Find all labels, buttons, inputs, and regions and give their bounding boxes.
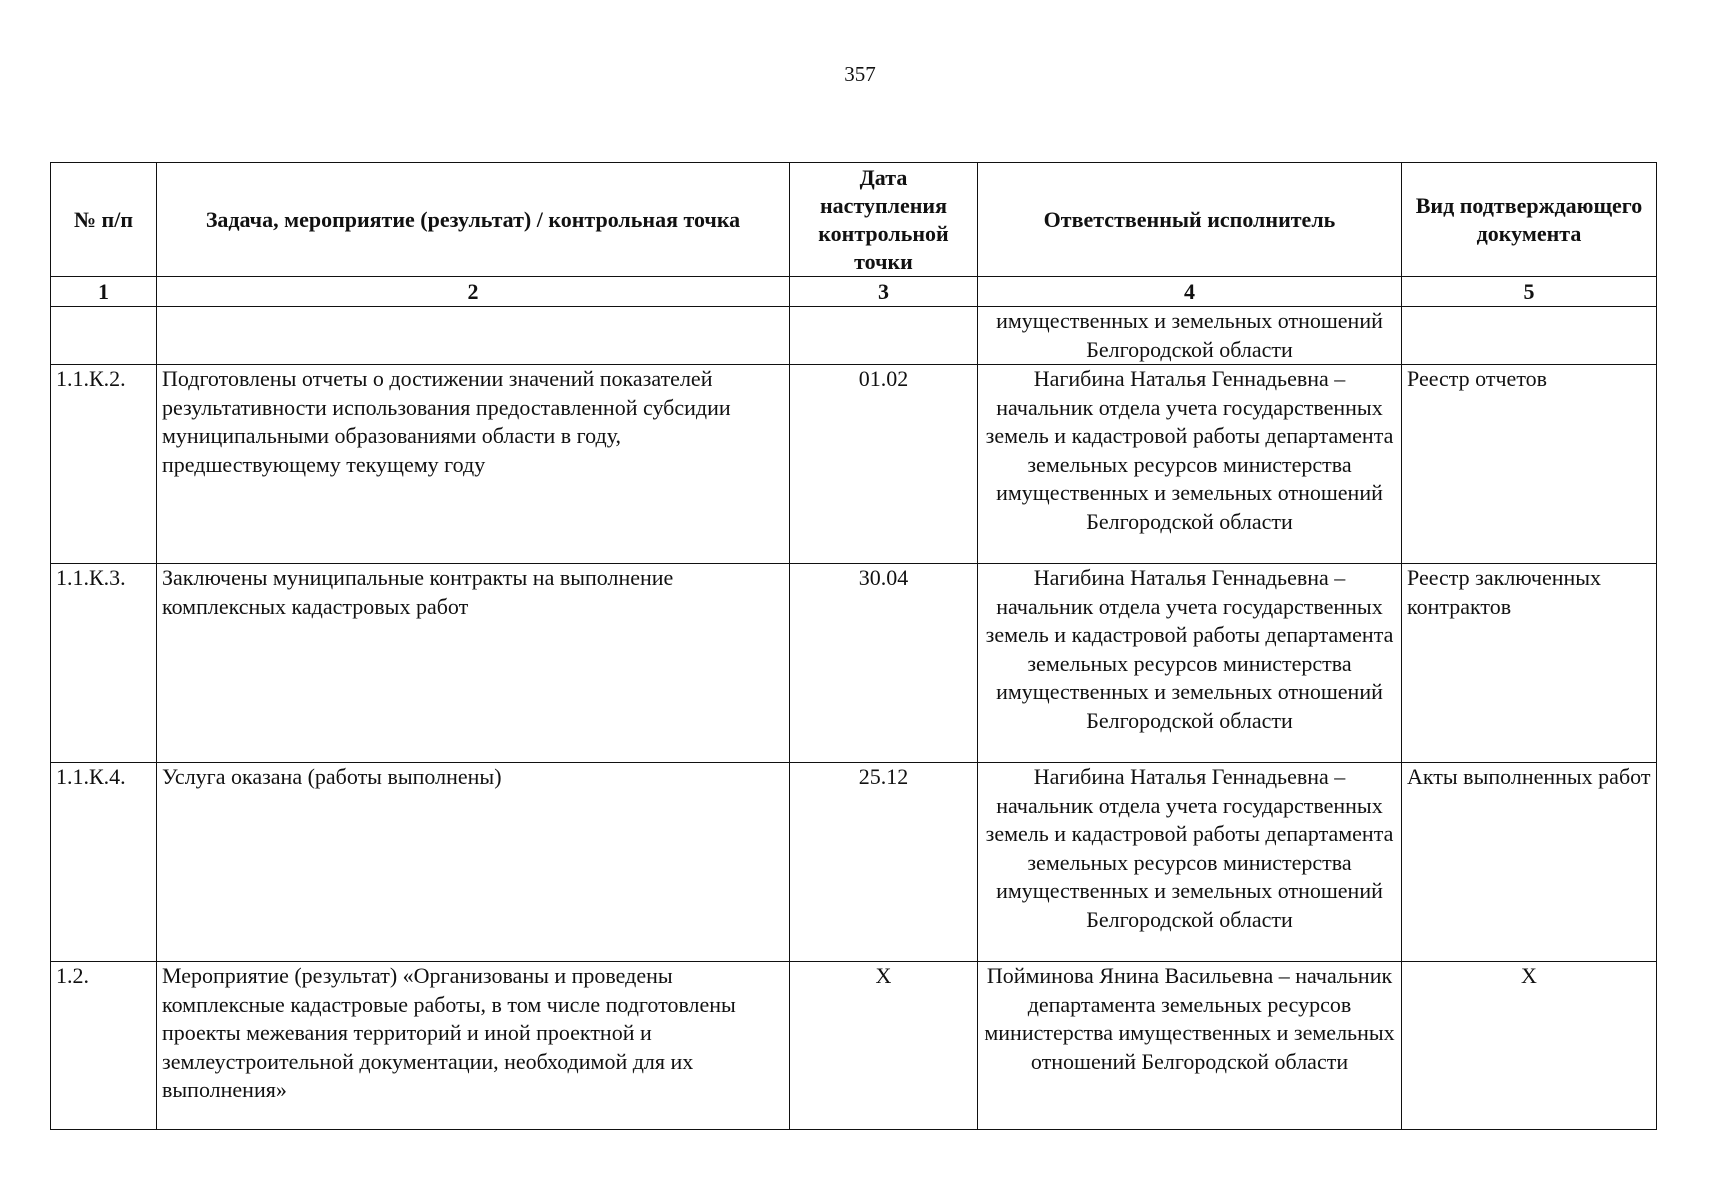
- row-number-cell: 1.1.К.2.: [51, 365, 157, 564]
- row-number-cell: 1.1.К.4.: [51, 763, 157, 962]
- row-task-cell: [157, 307, 790, 365]
- row-number-cell: 1.2.: [51, 962, 157, 1130]
- column-number: 1: [51, 277, 157, 307]
- table-row: [51, 365, 1657, 564]
- page-number: 357: [844, 62, 876, 86]
- table-row: [51, 763, 1657, 962]
- row-document-cell: Реестр заключенных контрактов: [1402, 564, 1657, 763]
- row-task-cell: Мероприятие (результат) «Организованы и проведены комплексные кадастровые работы, в том числе подготовлены проекты межевания территорий и иной проектной и землеустроительной документации, необходимой для их выполнения»: [157, 962, 790, 1130]
- header-executor: Ответственный исполнитель: [978, 163, 1402, 277]
- column-number: 4: [978, 277, 1402, 307]
- table-row: [51, 564, 1657, 763]
- table-row: [51, 307, 1657, 365]
- row-document-cell: [1402, 307, 1657, 365]
- row-executor-cell: Нагибина Наталья Геннадьевна – начальник отдела учета государственных земель и кадастровой работы департамента земельных ресурсов министерства имущественных и земельных отношений Белгородской области: [978, 365, 1402, 564]
- table-row: [51, 962, 1657, 1130]
- row-document-cell: Реестр отчетов: [1402, 365, 1657, 564]
- column-number: 5: [1402, 277, 1657, 307]
- row-date-cell: [790, 307, 978, 365]
- row-executor-cell: Нагибина Наталья Геннадьевна – начальник отдела учета государственных земель и кадастровой работы департамента земельных ресурсов министерства имущественных и земельных отношений Белгородской области: [978, 564, 1402, 763]
- header-date: Дата наступления контрольной точки: [790, 163, 978, 277]
- row-task-cell: Услуга оказана (работы выполнены): [157, 763, 790, 962]
- row-executor-cell: Пойминова Янина Васильевна – начальник департамента земельных ресурсов министерства имущественных и земельных отношений Белгородской области: [978, 962, 1402, 1130]
- row-number-cell: 1.1.К.3.: [51, 564, 157, 763]
- column-numbers-row: [51, 277, 1657, 307]
- row-document-cell: Х: [1402, 962, 1657, 1130]
- column-number: 2: [157, 277, 790, 307]
- row-task-cell: Заключены муниципальные контракты на выполнение комплексных кадастровых работ: [157, 564, 790, 763]
- row-task-cell: Подготовлены отчеты о достижении значений показателей результативности использования предоставленной субсидии муниципальными образованиями области в году, предшествующему текущему году: [157, 365, 790, 564]
- row-executor-cell: имущественных и земельных отношений Белгородской области: [978, 307, 1402, 365]
- header-task: Задача, мероприятие (результат) / контрольная точка: [157, 163, 790, 277]
- row-date-cell: 25.12: [790, 763, 978, 962]
- row-number-cell: [51, 307, 157, 365]
- header-number: № п/п: [51, 163, 157, 277]
- header-document: Вид подтверждающего документа: [1402, 163, 1657, 277]
- control-points-table: [50, 162, 1657, 1130]
- row-date-cell: 30.04: [790, 564, 978, 763]
- row-date-cell: 01.02: [790, 365, 978, 564]
- row-executor-cell: Нагибина Наталья Геннадьевна – начальник отдела учета государственных земель и кадастровой работы департамента земельных ресурсов министерства имущественных и земельных отношений Белгородской области: [978, 763, 1402, 962]
- column-number: 3: [790, 277, 978, 307]
- table-header-row: [51, 163, 1657, 277]
- row-date-cell: Х: [790, 962, 978, 1130]
- row-document-cell: Акты выполненных работ: [1402, 763, 1657, 962]
